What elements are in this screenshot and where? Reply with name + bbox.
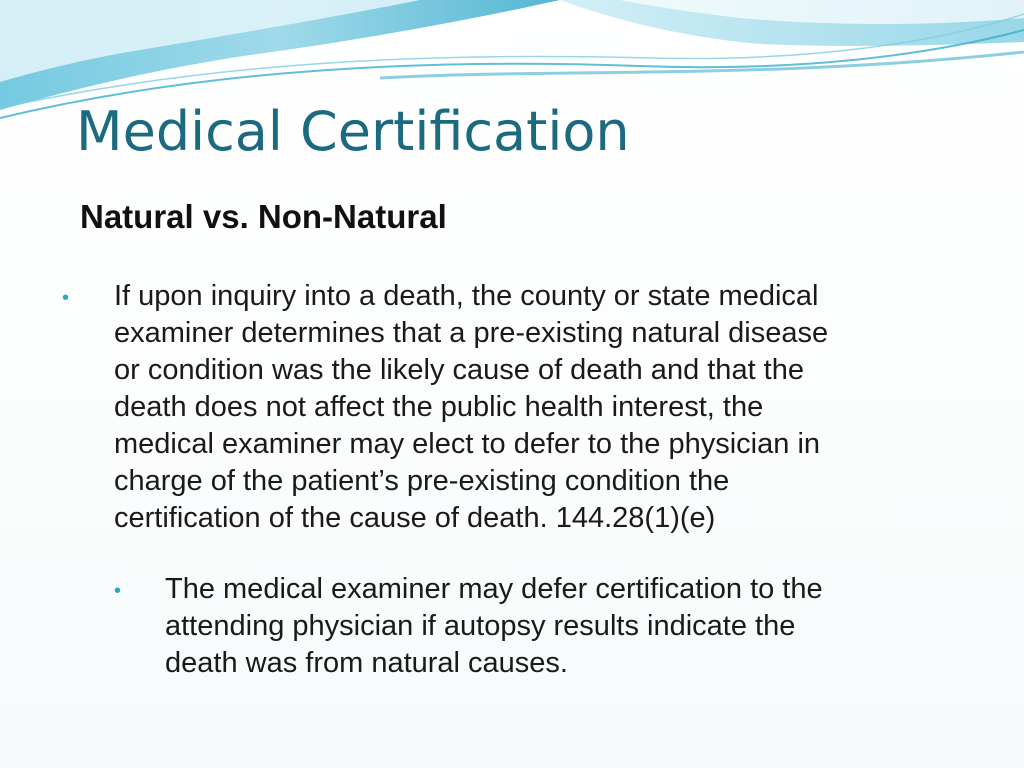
bullet-line: death does not affect the public health interest, the <box>114 391 764 423</box>
slide-title: Medical Certification <box>76 100 630 163</box>
bullet-item-1 <box>114 278 994 537</box>
bullet-line: charge of the patient’s pre-existing condition the <box>114 465 730 497</box>
bullet-line: If upon inquiry into a death, the county or state medical <box>114 280 819 312</box>
bullet-line: medical examiner may elect to defer to the physician in <box>114 428 821 460</box>
slide-subtitle: Natural vs. Non-Natural <box>80 198 447 235</box>
sub-bullet-marker: • <box>114 580 122 602</box>
bullet-line: examiner determines that a pre-existing natural disease <box>114 317 829 349</box>
bullet-line: death was from natural causes. <box>165 647 568 679</box>
bullet-line: The medical examiner may defer certification to the <box>165 573 823 605</box>
bullet-line: certification of the cause of death. 144.28(1)(e) <box>114 502 716 534</box>
bullet-line: attending physician if autopsy results indicate the <box>165 610 796 642</box>
sub-bullet-item-1 <box>165 571 985 682</box>
bullet-line: or condition was the likely cause of death and that the <box>114 354 804 386</box>
bullet-marker: • <box>62 287 70 309</box>
